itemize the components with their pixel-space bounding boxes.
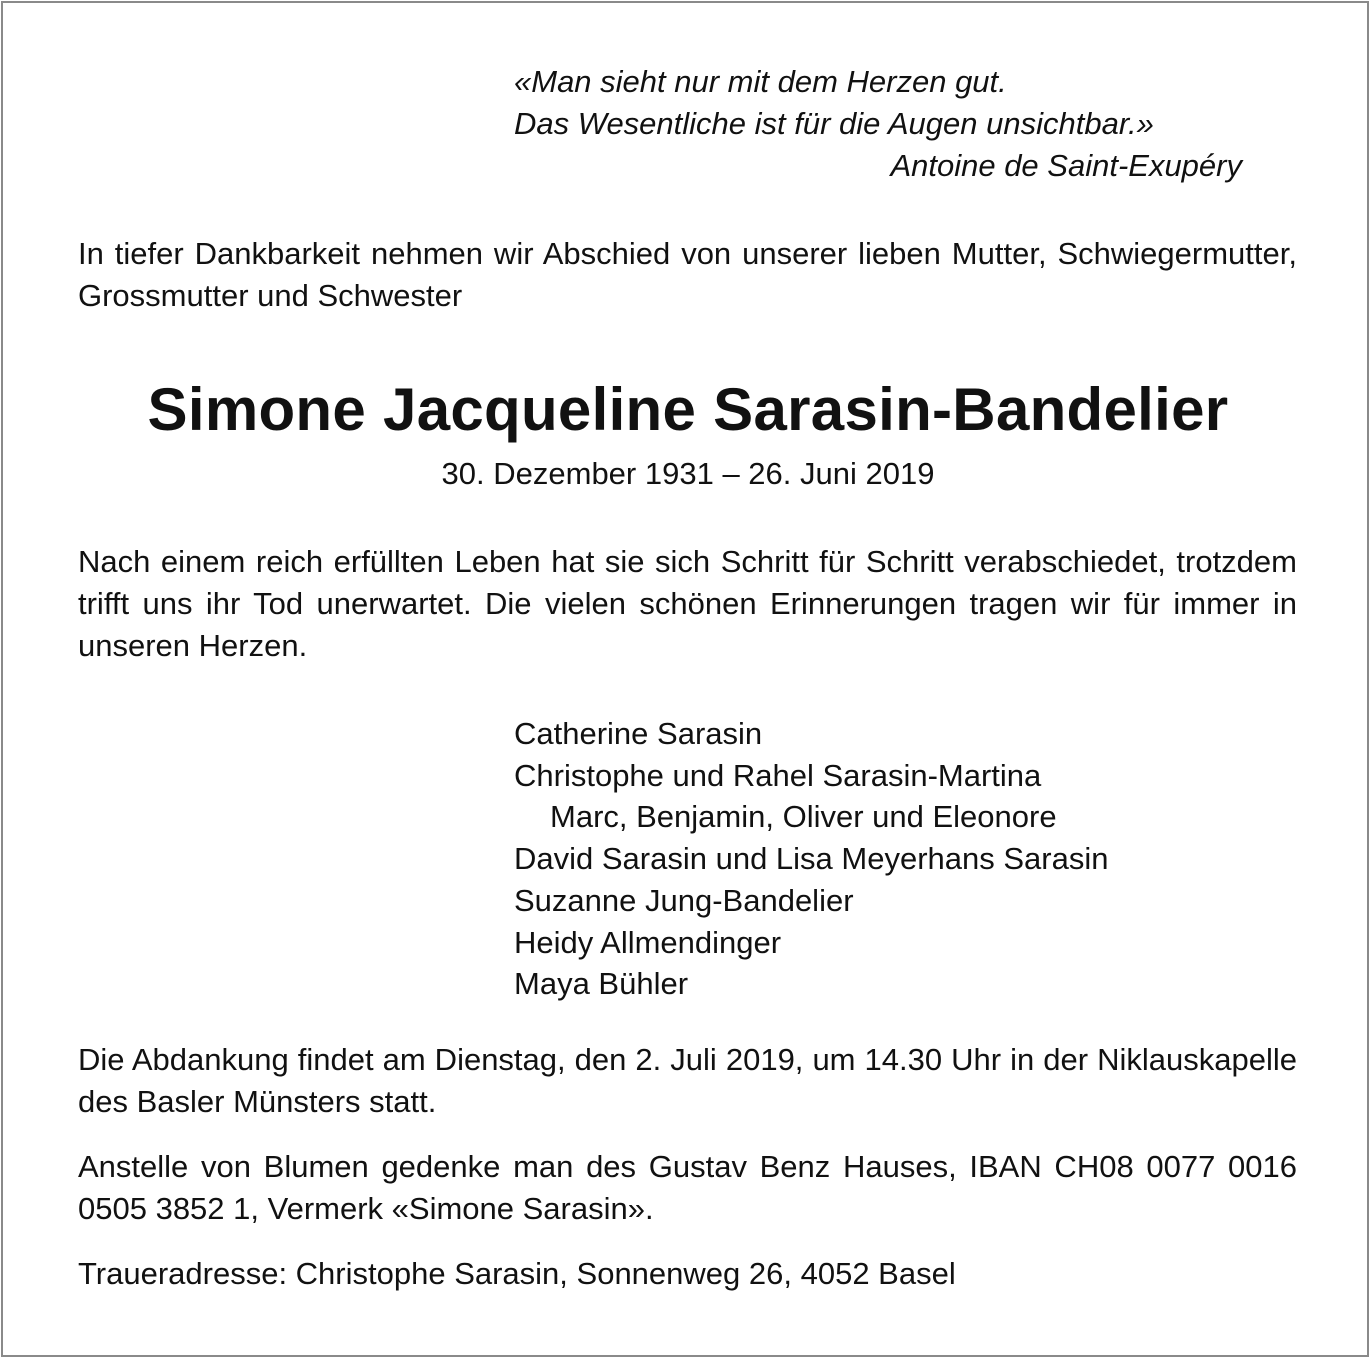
mourner-name: David Sarasin und Lisa Meyerhans Sarasin [514,841,1109,877]
quote-author: Antoine de Saint-Exupéry [890,148,1242,183]
memorial-message: Nach einem reich erfüllten Leben hat sie sich Schritt für Schritt verabschiedet, trotzdem trifft uns ihr Tod unerwartet. Die vielen schönen Erinnerungen tragen wir für immer in unseren Herzen. [78,544,1297,663]
mourner-name: Catherine Sarasin [514,716,763,751]
mourners-list [514,713,1108,1005]
ceremony-info: Die Abdankung findet am Dienstag, den 2. Juli 2019, um 14.30 Uhr in der Niklauskapelle des Basler Münsters statt. [78,1042,1297,1119]
quote-line-2: Das Wesentliche ist für die Augen unsichtbar.» [514,106,1154,141]
epigraph-quote [514,61,1244,187]
mourner-name: Marc, Benjamin, Oliver und Eleonore [550,799,1057,835]
quote-line-1: «Man sieht nur mit dem Herzen gut. [514,64,1007,99]
donation-info: Anstelle von Blumen gedenke man des Gustav Benz Hauses, IBAN CH08 0077 0016 0505 3852 1, Vermerk «Simone Sarasin». [78,1149,1297,1226]
life-dates: 30. Dezember 1931 – 26. Juni 2019 [441,456,935,491]
intro-text: In tiefer Dankbarkeit nehmen wir Abschied von unserer lieben Mutter, Schwiegermutter, Grossmutter und Schwester [78,236,1297,313]
mourning-address: Traueradresse: Christophe Sarasin, Sonnenweg 26, 4052 Basel [78,1256,956,1291]
mourner-name: Christophe und Rahel Sarasin-Martina [514,757,1042,793]
obituary-notice [1,1,1369,1357]
mourner-name: Heidy Allmendinger [514,924,782,960]
mourner-name: Suzanne Jung-Bandelier [514,882,854,918]
mourner-name: Maya Bühler [514,966,689,1002]
deceased-name: Simone Jacqueline Sarasin-Bandelier [147,376,1229,443]
